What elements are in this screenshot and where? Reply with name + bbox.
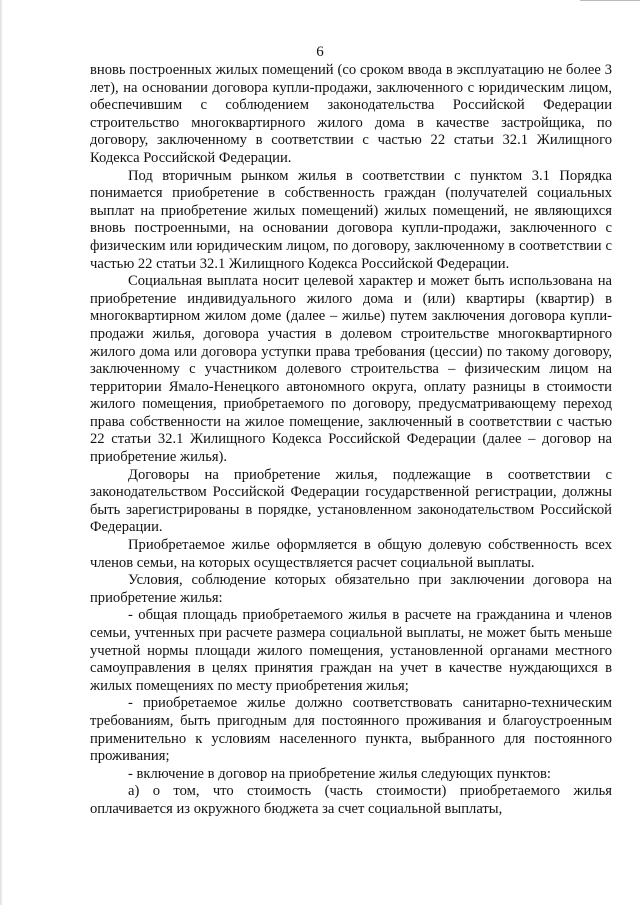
list-item-sanitary: - приобретаемое жилье должно соответствовать санитарно-техническим требованиям, быть пригодным для постоянного проживания и благоустроенным применительно к условиям населенного пункта, выбранного для постоянного проживания;	[90, 695, 612, 765]
document-body	[90, 62, 612, 819]
scan-edge-mark	[580, 0, 640, 5]
paragraph-conditions: Условия, соблюдение которых обязательно при заключении договора на приобретение жилья:	[90, 572, 612, 606]
list-item-area: - общая площадь приобретаемого жилья в расчете на гражданина и членов семьи, учтенных при расчете размера социальной выплаты, не может быть меньше учетной нормы площади жилого помещения, установленной органами местного самоуправления в целях принятия граждан на учет в качестве нуждающихся в жилых помещениях по месту приобретения жилья;	[90, 607, 612, 694]
paragraph-ownership: Приобретаемое жилье оформляется в общую долевую собственность всех членов семьи, на которых осуществляется расчет социальной выплаты.	[90, 537, 612, 571]
page-number: 6	[316, 44, 324, 60]
scan-left-shadow	[0, 0, 3, 905]
list-item-clause-a: а) о том, что стоимость (часть стоимости) приобретаемого жилья оплачивается из окружного бюджета за счет социальной выплаты,	[90, 783, 612, 817]
paragraph-registration: Договоры на приобретение жилья, подлежащие в соответствии с законодательством Российской Федерации государственной регистрации, должны быть зарегистрированы в порядке, установленном законодательством Российской Федерации.	[90, 466, 612, 536]
paragraph-social-payment: Социальная выплата носит целевой характер и может быть использована на приобретение индивидуального жилого дома и (или) квартиры (квартир) в многоквартирном жилом доме (далее – жилье) путем заключения договора купли-продажи жилья, договора участия в долевом строительстве многоквартирного жилого дома или договора уступки права требования (цессии) по такому договору, заключенному с участником долевого строительства – физическим лицом на территории Ямало-Ненецкого автономного округа, оплату разницы в стоимости жилого помещения, приобретаемого по договору, предусматривающему переход права собственности на жилое помещение, заключенный в соответствии с частью 22 статьи 32.1 Жилищного Кодекса Российской Федерации (далее – договор на приобретение жилья).	[90, 273, 612, 466]
paragraph-secondary-market: Под вторичным рынком жилья в соответствии с пунктом 3.1 Порядка понимается приобретение в собственность граждан (получателей социальных выплат на приобретение жилых помещений) жилых помещений, не являющихся вновь построенными, на основании договора купли-продажи, заключенного с физическим или юридическим лицом, по договору, заключенному в соответствии с частью 22 статьи 32.1 Жилищного Кодекса Российской Федерации.	[90, 167, 612, 272]
list-item-contract-clauses: - включение в договор на приобретение жилья следующих пунктов:	[128, 765, 551, 782]
paragraph-continuation: вновь построенных жилых помещений (со сроком ввода в эксплуатацию не более 3 лет), на основании договора купли-продажи, заключенного с юридическим лицом, обеспечившим с соблюдением законодательства Российской Федерации строительство многоквартирного жилого дома в качестве застройщика, по договору, заключенному в соответствии с частью 22 статьи 32.1 Жилищного Кодекса Российской Федерации.	[90, 62, 612, 166]
